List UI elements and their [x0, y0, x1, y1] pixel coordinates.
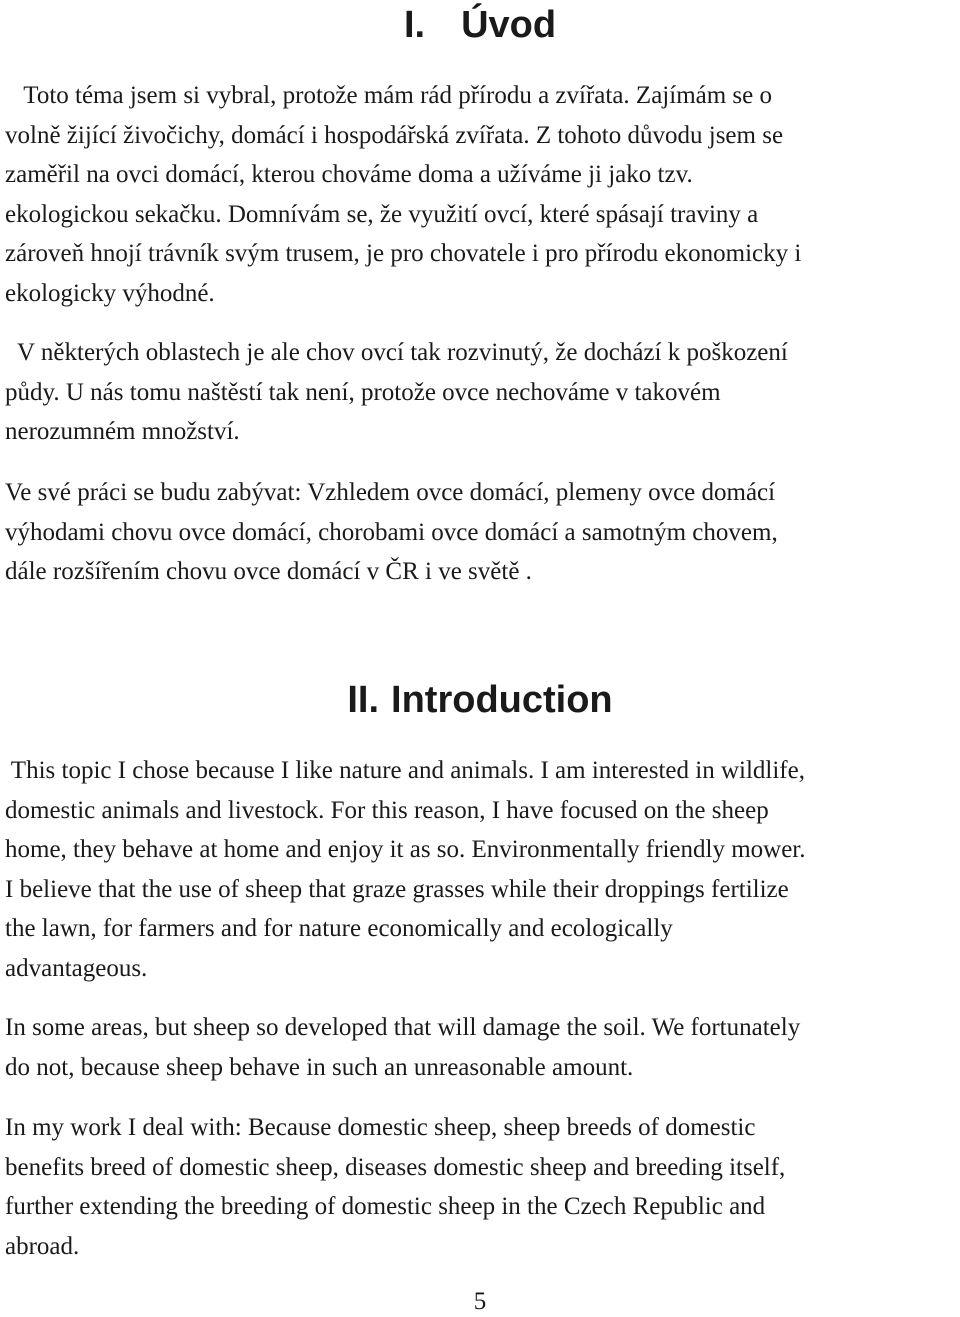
text-line: výhodami chovu ovce domácí, chorobami ovce domácí a samotným chovem, — [5, 518, 778, 546]
text-line: volně žijící živočichy, domácí i hospodářská zvířata. Z tohoto důvodu jsem se — [5, 121, 784, 149]
text-line: This topic I chose because I like nature and animals. I am interested in wildlife, — [5, 757, 805, 784]
text-line: In my work I deal with: Because domestic sheep, sheep breeds of domestic — [5, 1114, 756, 1141]
paragraph-introduction-3 — [5, 1108, 960, 1266]
text-line: abroad. — [5, 1232, 80, 1260]
text-line: I believe that the use of sheep that graze grasses while their droppings fertilize — [5, 875, 789, 903]
paragraph-introduction-1 — [5, 751, 960, 988]
paragraph-uvod-3 — [5, 473, 960, 592]
paragraph-uvod-2 — [5, 333, 960, 452]
text-line: domestic animals and livestock. For this reason, I have focused on the sheep — [5, 796, 769, 824]
text-line: ekologicky výhodné. — [5, 279, 215, 307]
text-line: advantageous. — [5, 954, 148, 982]
text-line: Toto téma jsem si vybral, protože mám rád přírodu a zvířata. Zajímám se o — [5, 82, 773, 109]
text-line: the lawn, for farmers and for nature economically and ecologically — [5, 915, 673, 942]
section-title: Introduction — [391, 679, 613, 721]
text-line: do not, because sheep behave in such an unreasonable amount. — [5, 1053, 634, 1081]
text-line: půdy. U nás tomu naštěstí tak není, protože ovce nechováme v takovém — [5, 378, 721, 406]
text-line: further extending the breeding of domestic sheep in the Czech Republic and — [5, 1193, 766, 1220]
page-number: 5 — [473, 1288, 487, 1315]
paragraph-introduction-2 — [5, 1008, 960, 1087]
text-line: ekologickou sekačku. Domnívám se, že využití ovcí, které spásají traviny a — [5, 200, 759, 228]
section-title: Úvod — [461, 4, 557, 46]
text-line: In some areas, but sheep so developed that will damage the soil. We fortunately — [5, 1014, 801, 1041]
section-number: II. — [347, 679, 380, 721]
text-line: nerozumném množství. — [5, 418, 240, 445]
text-line: home, they behave at home and enjoy it as so. Environmentally friendly mower. — [5, 836, 806, 863]
text-line: V některých oblastech je ale chov ovcí tak rozvinutý, že dochází k poškození — [5, 339, 788, 366]
section-number: I. — [403, 4, 426, 46]
section-heading-introduction — [0, 677, 960, 723]
text-line: zároveň hnojí trávník svým trusem, je pro chovatele i pro přírodu ekonomicky i — [5, 240, 802, 267]
text-line: Ve své práci se budu zabývat: Vzhledem ovce domácí, plemeny ovce domácí — [5, 479, 776, 506]
text-line: benefits breed of domestic sheep, diseases domestic sheep and breeding itself, — [5, 1153, 786, 1181]
section-heading-uvod — [0, 2, 960, 48]
text-line: zaměřil na ovci domácí, kterou chováme doma a užíváme ji jako tzv. — [5, 161, 693, 188]
text-line: dále rozšířením chovu ovce domácí v ČR i ve světě . — [5, 558, 532, 585]
paragraph-uvod-1 — [5, 76, 960, 313]
